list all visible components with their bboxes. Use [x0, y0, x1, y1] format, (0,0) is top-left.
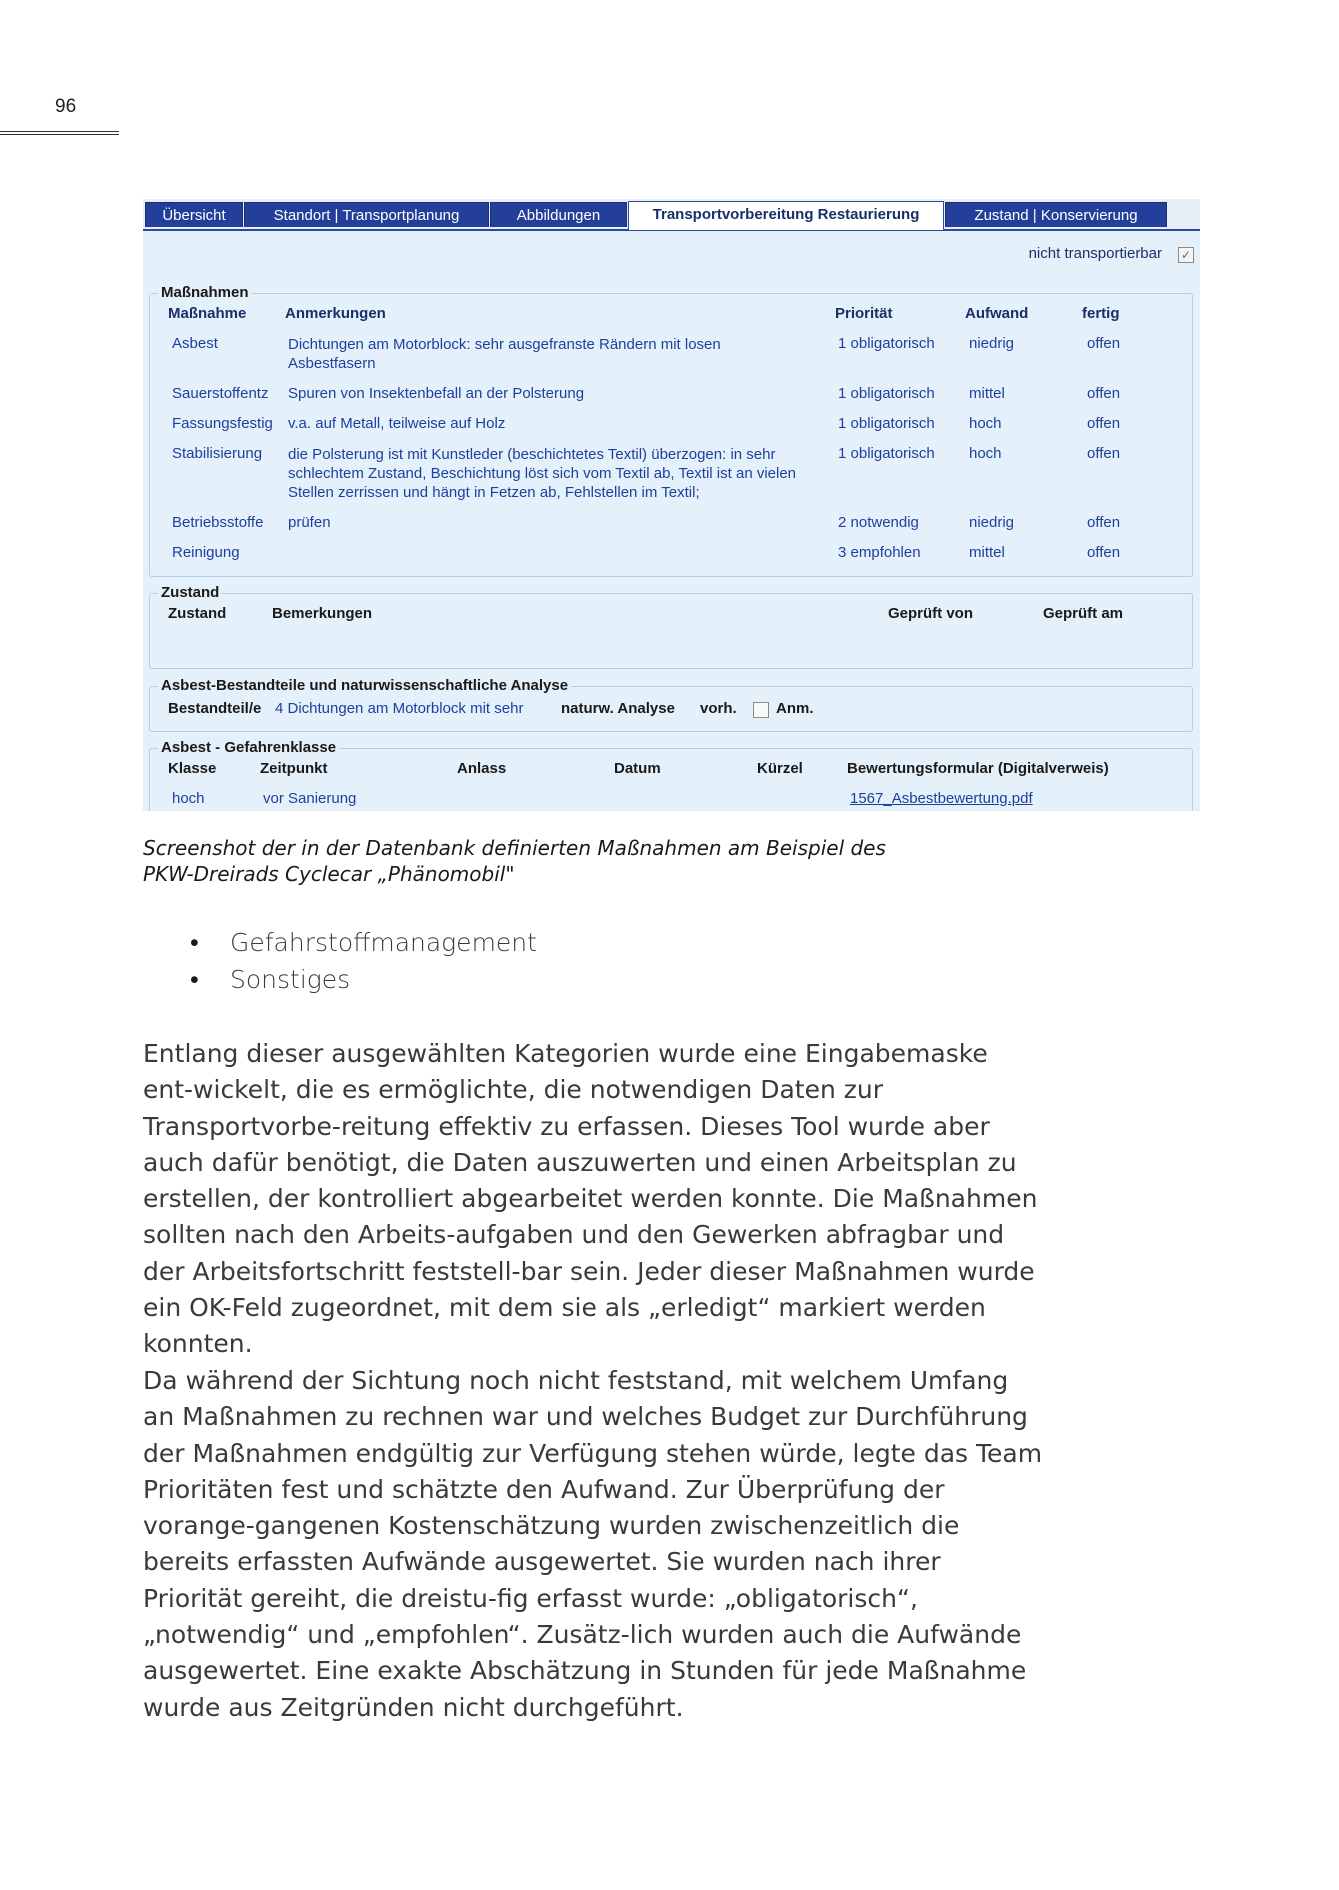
asbest-analyse-title: Asbest-Bestandteile und naturwissenschaftliche Analyse [158, 677, 571, 694]
bullet-list [190, 924, 537, 998]
header-bewertungsformular: Bewertungsformular (Digitalverweis) [847, 760, 1109, 777]
list-item [190, 924, 537, 961]
row-prioritaet[interactable]: 1 obligatorisch [838, 335, 935, 352]
row-aufwand[interactable]: hoch [969, 445, 1002, 462]
asbest-analyse-group [149, 677, 1193, 732]
row-aufwand[interactable]: niedrig [969, 514, 1015, 531]
zustand-group [149, 584, 1193, 669]
header-zustand: Zustand [168, 605, 227, 622]
massnahmen-title: Maßnahmen [158, 284, 252, 301]
tab-standort-transportplanung[interactable]: Standort | Transportplanung [244, 202, 489, 227]
row-aufwand[interactable]: mittel [969, 385, 1005, 402]
gefahrenklasse-title: Asbest - Gefahrenklasse [158, 739, 339, 756]
row-prioritaet[interactable]: 1 obligatorisch [838, 415, 935, 432]
analyse-label: naturw. Analyse [561, 700, 675, 717]
header-prioritaet: Priorität [835, 305, 893, 322]
tab-bar [143, 199, 1200, 231]
header-kuerzel: Kürzel [757, 760, 803, 777]
header-rule [0, 131, 119, 132]
row-prioritaet[interactable]: 1 obligatorisch [838, 385, 935, 402]
row-massnahme[interactable]: Fassungsfestig [172, 415, 273, 432]
bullet-icon: • [190, 928, 199, 957]
tab-bar-filler [1168, 202, 1200, 227]
header-bemerkungen: Bemerkungen [272, 605, 373, 622]
not-transportable-label: nicht transportierbar [1028, 245, 1162, 262]
row-prioritaet[interactable]: 2 notwendig [838, 514, 919, 531]
header-rule-secondary [0, 134, 119, 135]
bullet-text: Sonstiges [230, 965, 351, 994]
header-anmerkungen: Anmerkungen [285, 305, 386, 322]
page-number: 96 [55, 96, 77, 117]
row-massnahme[interactable]: Sauerstoffentz [172, 385, 269, 402]
zeitpunkt-value[interactable]: vor Sanierung [263, 790, 357, 807]
header-aufwand: Aufwand [965, 305, 1029, 322]
row-anmerkungen[interactable]: die Polsterung ist mit Kunstleder (beschichtetes Textil) überzogen: in sehr schlechtem Zustand, Beschichtung löst sich vom Textil ab, Textil ist an vielen Stellen zerrissen und hängt in Fetzen ab, Fehlstellen im Textil; [288, 446, 797, 501]
zustand-title: Zustand [158, 584, 222, 601]
anm-label: Anm. [776, 700, 814, 717]
row-fertig[interactable]: offen [1087, 415, 1121, 432]
row-anmerkungen[interactable]: Dichtungen am Motorblock: sehr ausgefranste Rändern mit losen Asbestfasern [288, 336, 721, 372]
vorh-checkbox[interactable] [753, 702, 769, 718]
body-paragraph: Da während der Sichtung noch nicht feststand, mit welchem Umfang an Maßnahmen zu rechnen war und welches Budget zur Durchführung der Maßnahmen endgültig zur Verfügung stehen würde, legte das Team Prioritäten fest und schätzte den Aufwand. Zur Überprüfung der vorange-gangenen Kostenschätzung wurden zwischenzeitlich die bereits erfassten Aufwände ausgewertet. Sie wurden nach ihrer Priorität gereiht, die dreistu-fig erfasst wurde: „obligatorisch“, „notwendig“ und „empfohlen“. Zusätz-lich wurden auch die Aufwände ausgewertet. Eine exakte Abschätzung in Stunden für jede Maßnahme wurde aus Zeitgründen nicht durchgeführt. [143, 1366, 1043, 1722]
header-geprueft-am: Geprüft am [1043, 605, 1124, 622]
database-screenshot [143, 199, 1200, 811]
row-aufwand[interactable]: mittel [969, 544, 1005, 561]
header-klasse: Klasse [168, 760, 217, 777]
list-item [190, 961, 537, 998]
klasse-value[interactable]: hoch [172, 790, 205, 807]
bewertungsformular-link[interactable]: 1567_Asbestbewertung.pdf [850, 790, 1033, 807]
row-fertig[interactable]: offen [1087, 445, 1121, 462]
header-massnahme: Maßnahme [168, 305, 247, 322]
row-aufwand[interactable]: niedrig [969, 335, 1015, 352]
row-anmerkungen[interactable]: prüfen [288, 514, 331, 531]
header-anlass: Anlass [457, 760, 507, 777]
row-massnahme[interactable]: Reinigung [172, 544, 240, 561]
row-fertig[interactable]: offen [1087, 335, 1121, 352]
massnahmen-group [149, 284, 1193, 577]
vorh-label: vorh. [700, 700, 737, 717]
gefahrenklasse-group [149, 739, 1193, 811]
row-massnahme[interactable]: Betriebsstoffe [172, 514, 264, 531]
figure-caption: Screenshot der in der Datenbank definierten Maßnahmen am Beispiel des PKW-Dreirads Cyclecar „Phänomobil" [143, 836, 886, 886]
row-anmerkungen[interactable]: Spuren von Insektenbefall an der Polsterung [288, 385, 585, 402]
body-paragraph: Entlang dieser ausgewählten Kategorien wurde eine Eingabemaske ent-wickelt, die es ermöglichte, die notwendigen Daten zur Transportvorbe-reitung effektiv zu erfassen. Dieses Tool wurde aber auch dafür benötigt, die Daten auszuwerten und einen Arbeitsplan zu erstellen, der kontrolliert abgearbeitet werden konnte. Die Maßnahmen sollten nach den Arbeits-aufgaben und den Gewerken abfragbar und der Arbeitsfortschritt feststell-bar sein. Jeder dieser Maßnahmen wurde ein OK-Feld zugeordnet, mit dem sie als „erledigt“ markiert werden konnten. [143, 1039, 1038, 1359]
bullet-icon: • [190, 965, 199, 994]
bestandteil-label: Bestandteil/e [168, 700, 262, 717]
header-fertig: fertig [1082, 305, 1120, 322]
row-massnahme[interactable]: Asbest [172, 335, 218, 352]
row-anmerkungen[interactable]: v.a. auf Metall, teilweise auf Holz [288, 415, 506, 432]
tab-uebersicht[interactable]: Übersicht [145, 202, 243, 227]
row-fertig[interactable]: offen [1087, 385, 1121, 402]
row-fertig[interactable]: offen [1087, 544, 1121, 561]
row-massnahme[interactable]: Stabilisierung [172, 445, 263, 462]
header-datum: Datum [614, 760, 661, 777]
row-aufwand[interactable]: hoch [969, 415, 1002, 432]
row-fertig[interactable]: offen [1087, 514, 1121, 531]
row-prioritaet[interactable]: 3 empfohlen [838, 544, 921, 561]
header-geprueft-von: Geprüft von [888, 605, 973, 622]
header-zeitpunkt: Zeitpunkt [260, 760, 328, 777]
bestandteil-value[interactable]: 4 Dichtungen am Motorblock mit sehr [275, 700, 524, 717]
bullet-text: Gefahrstoffmanagement [230, 928, 537, 957]
tab-abbildungen[interactable]: Abbildungen [490, 202, 627, 227]
not-transportable-checkbox[interactable]: ✓ [1178, 247, 1194, 263]
row-prioritaet[interactable]: 1 obligatorisch [838, 445, 935, 462]
tab-transportvorbereitung-restaurierung[interactable]: Transportvorbereitung Restaurierung [628, 201, 944, 230]
tab-zustand-konservierung[interactable]: Zustand | Konservierung [945, 202, 1167, 227]
